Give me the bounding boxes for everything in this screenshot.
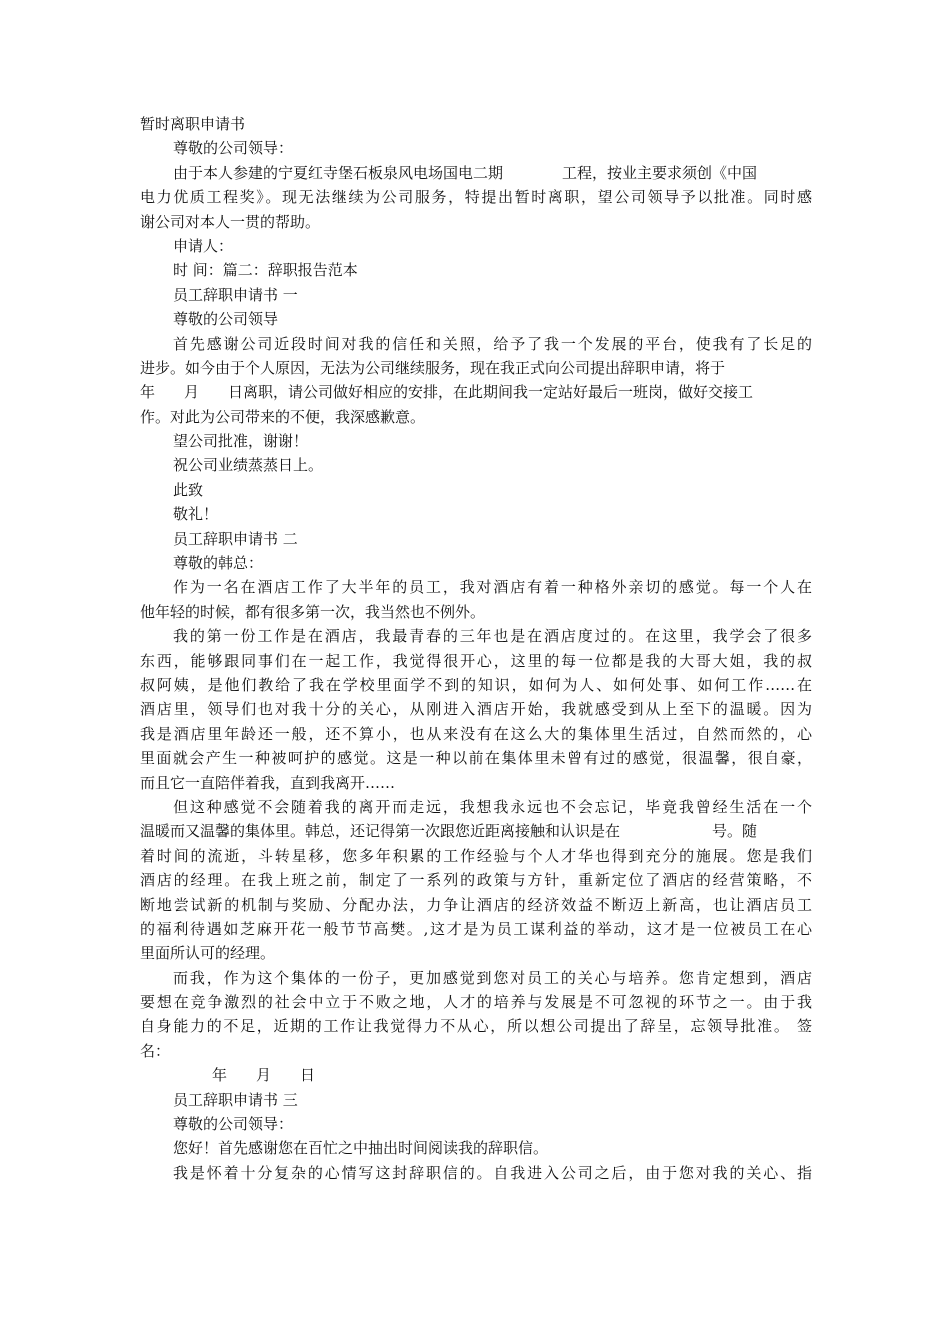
document-page: [140, 112, 812, 1185]
section-heading: 员工辞职申请书 一: [173, 285, 298, 304]
paragraph-line: 首先感谢公司近段时间对我的信任和关照，给予了我一个发展的平台，使我有了长足的: [173, 334, 812, 353]
paragraph-line: 由于本人参建的宁夏红寺堡石板泉风电场国电二期 工程，按业主要求须创《中国: [173, 163, 758, 182]
paragraph-line: 您好！首先感谢您在百忙之中抽出时间阅读我的辞职信。: [173, 1139, 549, 1158]
paragraph-line: 而且它一直陪伴着我，直到我离开……: [140, 773, 396, 792]
paragraph-line: 进步。如今由于个人原因，无法为公司继续服务，现在我正式向公司提出辞职申请，将于: [140, 358, 726, 377]
paragraph-line: 着时间的流逝，斗转星移，您多年积累的工作经验与个人才华也得到充分的施展。您是我们: [140, 846, 812, 865]
paragraph-line: 酒店的经理。在我上班之前，制定了一系列的政策与方针，重新定位了酒店的经营策略，不: [140, 871, 812, 890]
paragraph-line: 要想在竞争激烈的社会中立于不败之地，人才的培养与发展是不可忽视的环节之一。由于我: [140, 993, 812, 1012]
closing-line: 敬礼！: [173, 505, 219, 524]
paragraph-line: 作为一名在酒店工作了大半年的员工，我对酒店有着一种格外亲切的感觉。每一个人在: [173, 578, 812, 597]
paragraph-line: 他年轻的时候，都有很多第一次，我当然也不例外。: [140, 602, 486, 621]
signature-label: 名：: [140, 1041, 171, 1060]
paragraph-line: 的福利待遇如芝麻开花一般节节高樊。,这才是为员工谋利益的举动，这才是一位被员工在心: [140, 919, 812, 938]
paragraph-line: 祝公司业绩蒸蒸日上。: [173, 456, 324, 475]
paragraph-line: 酒店里，领导们也对我十分的关心，从刚进入酒店开始，我就感受到从上至下的温暖。因为: [140, 700, 812, 719]
section-heading: 员工辞职申请书 二: [173, 529, 298, 548]
applicant-label: 申请人：: [173, 236, 234, 255]
closing-line: 此致: [173, 480, 204, 499]
paragraph-line: 里面就会产生一种被呵护的感觉。这是一种以前在集体里未曾有过的感觉，很温馨，很自豪，: [140, 749, 812, 768]
salutation: 尊敬的公司领导: [173, 310, 279, 329]
paragraph-line: 而我，作为这个集体的一份子，更加感觉到您对员工的关心与培养。您肯定想到，酒店: [173, 968, 812, 987]
paragraph-line: 电力优质工程奖》。现无法继续为公司服务，特提出暂时离职，望公司领导予以批准。同时感: [140, 188, 812, 207]
date-line: 年 月 日: [212, 1066, 316, 1085]
paragraph-line: 年 月 日离职，请公司做好相应的安排，在此期间我一定站好最后一班岗，做好交接工: [140, 383, 754, 402]
paragraph-line: 作。对此为公司带来的不便，我深感歉意。: [140, 407, 426, 426]
salutation: 尊敬的公司领导：: [173, 139, 294, 158]
doc-title: 暂时离职申请书: [140, 115, 246, 133]
paragraph-line: 谢公司对本人一贯的帮助。: [140, 212, 321, 231]
paragraph-line: 里面所认可的经理。: [140, 944, 276, 963]
salutation: 尊敬的公司领导：: [173, 1115, 294, 1134]
paragraph-line: 我是怀着十分复杂的心情写这封辞职信的。自我进入公司之后，由于您对我的关心、指: [173, 1163, 812, 1182]
paragraph-line: 叔阿姨，是他们教给了我在学校里面学不到的知识，如何为人、如何处事、如何工作……在: [140, 675, 812, 694]
paragraph-line: 我的第一份工作是在酒店，我最青春的三年也是在酒店度过的。在这里，我学会了很多: [173, 627, 812, 646]
paragraph-line: 断地尝试新的机制与奖励、分配办法，力争让酒店的经济效益不断迈上新高，也让酒店员工: [140, 895, 812, 914]
salutation: 尊敬的韩总：: [173, 554, 264, 573]
paragraph-line: 望公司批准，谢谢！: [173, 432, 309, 451]
paragraph-line: 东西，能够跟同事们在一起工作，我觉得很开心，这里的每一位都是我的大哥大姐，我的叔: [140, 651, 812, 670]
section-heading: 员工辞职申请书 三: [173, 1090, 298, 1109]
paragraph-line: 我是酒店里年龄还一般，还不算小，也从来没有在这么大的集体里生活过，自然而然的，心: [140, 724, 812, 743]
paragraph-line: 但这种感觉不会随着我的离开而走远，我想我永远也不会忘记，毕竟我曾经生活在一个: [173, 797, 812, 816]
paragraph-line: 温暖而又温馨的集体里。韩总，还记得第一次跟您近距离接触和认识是在 号。随: [140, 822, 758, 841]
paragraph-line: 自身能力的不足，近期的工作让我觉得力不从心，所以想公司提出了辞呈，忘领导批准。 签: [140, 1017, 812, 1036]
time-label: 时 间：篇二：辞职报告范本: [173, 261, 358, 280]
